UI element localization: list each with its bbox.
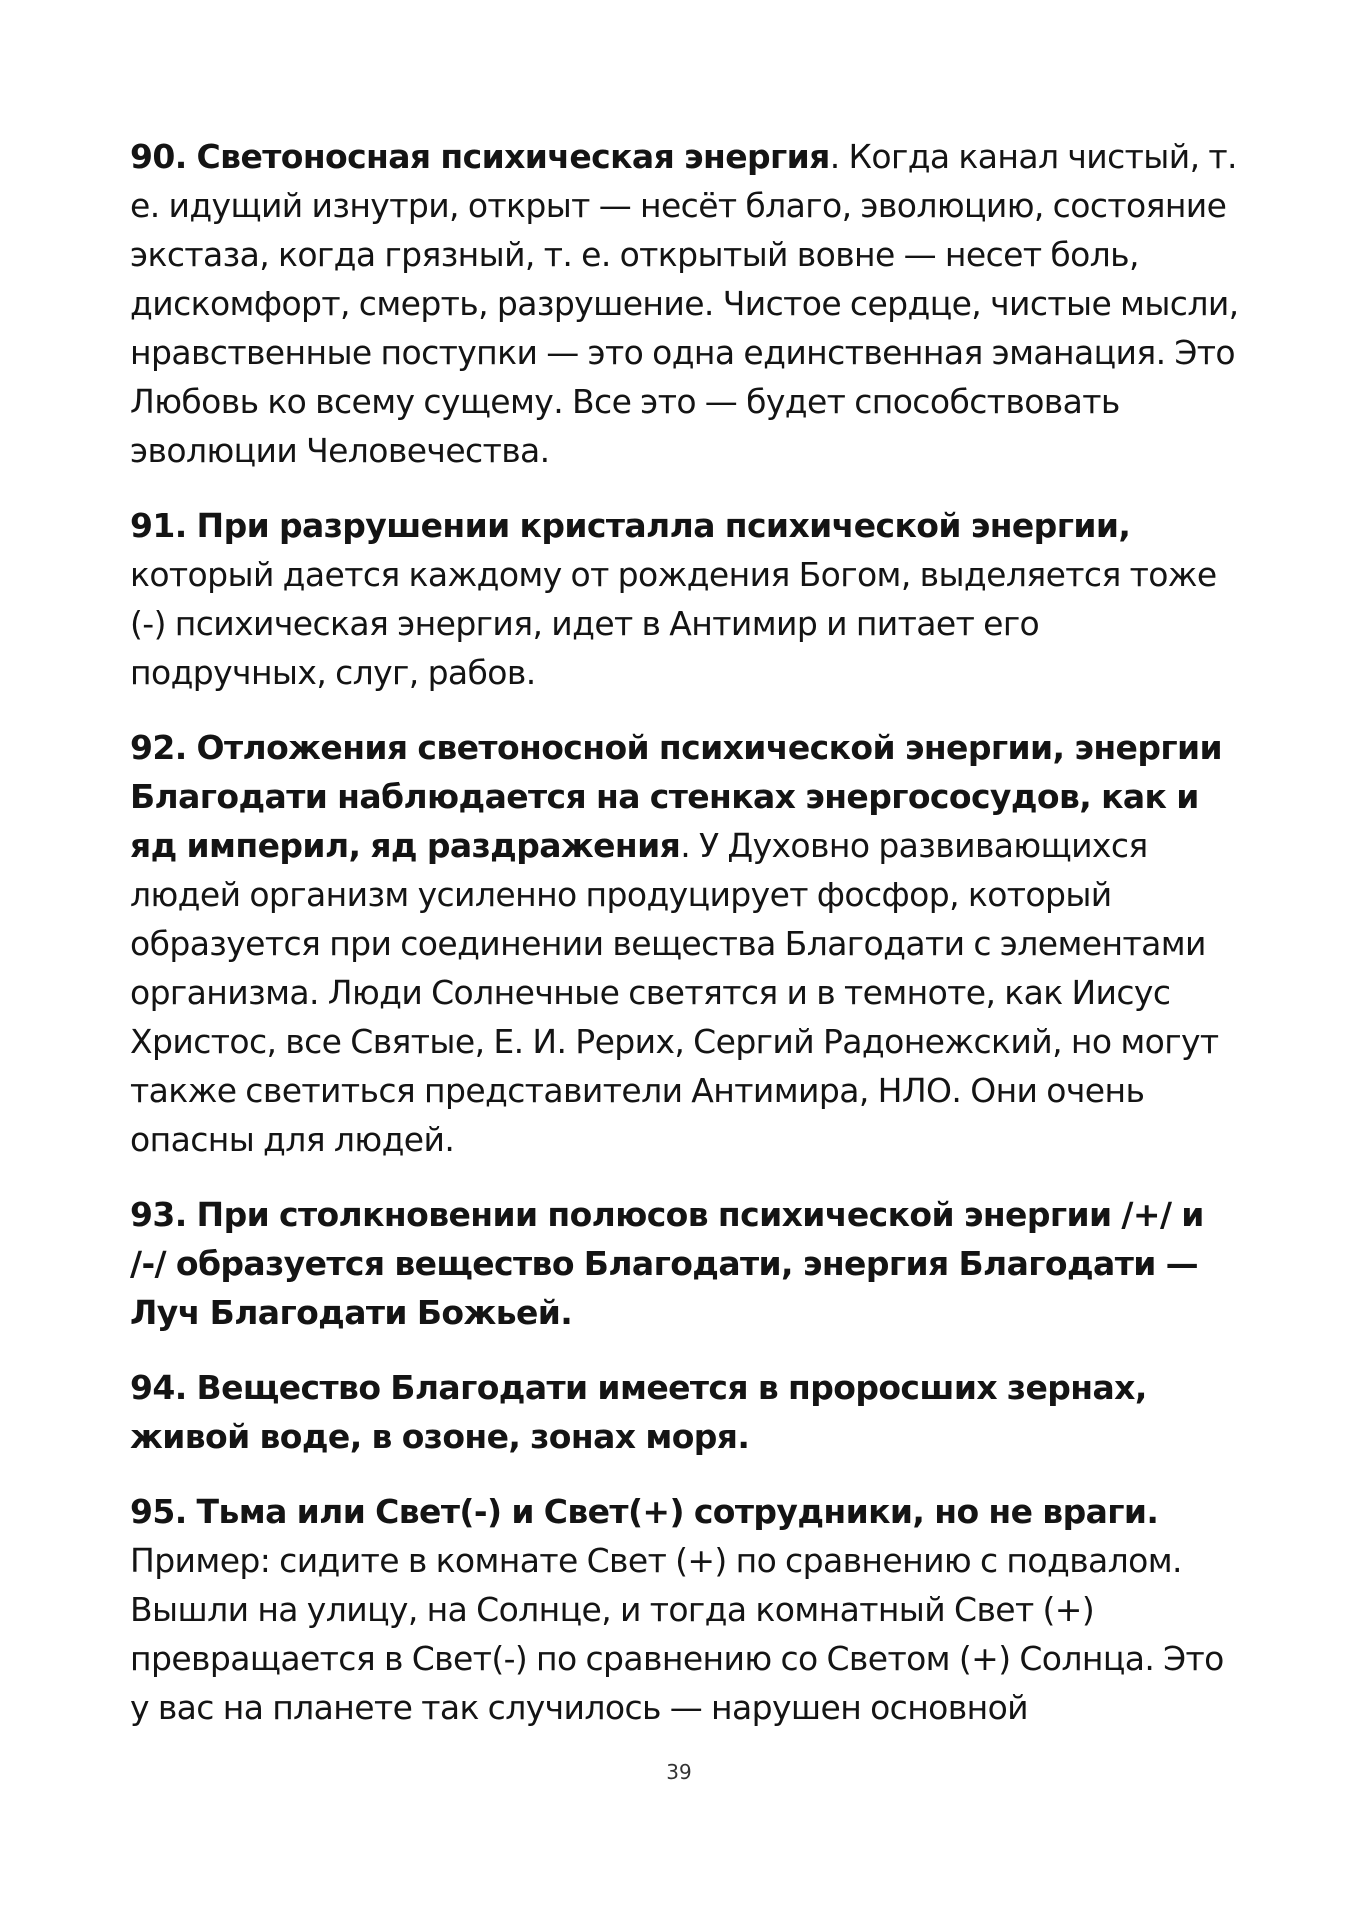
paragraph-body: Пример: сидите в комнате Свет (+) по сравнению с подвалом. Вышли на улицу, на Солнце, и тогда комнатный Свет (+) превращается в Свет(-) по сравнению со Светом (+) Солнца. Это у вас на планете так случилось — нарушен основной bbox=[130, 1541, 1224, 1727]
paragraph-heading: 95. Тьма или Свет(-) и Свет(+) сотрудники, но не враги. bbox=[130, 1492, 1159, 1531]
page-content bbox=[130, 132, 1240, 1758]
paragraph-heading: 90. Светоносная психическая энергия bbox=[130, 137, 830, 176]
paragraph-heading: 91. При разрушении кристалла психической энергии, bbox=[130, 506, 1131, 545]
paragraph-92 bbox=[130, 723, 1240, 1164]
paragraph-95 bbox=[130, 1487, 1240, 1732]
paragraph-93 bbox=[130, 1190, 1240, 1337]
paragraph-90 bbox=[130, 132, 1240, 475]
paragraph-body: . У Духовно развивающихся людей организм усиленно продуцирует фосфор, который образуется при соединении вещества Благодати с элементами организма. Люди Солнечные светятся и в темноте, как Иисус Христос, все Святые, Е. И. Рерих, Сергий Радонежский, но могут также светиться представители Антимира, НЛО. Они очень опасны для людей. bbox=[130, 826, 1219, 1159]
paragraph-91 bbox=[130, 501, 1240, 697]
paragraph-heading: 94. Вещество Благодати имеется в проросших зернах, живой воде, в озоне, зонах моря. bbox=[130, 1368, 1147, 1456]
paragraph-heading: 92. Отложения светоносной психической энергии, энергии Благодати наблюдается на стенках энергососудов, как и яд империл, яд раздражения bbox=[130, 728, 1223, 865]
paragraph-94 bbox=[130, 1363, 1240, 1461]
paragraph-heading: 93. При столкновении полюсов психической энергии /+/ и /-/ образуется вещество Благодати, энергия Благодати — Луч Благодати Божьей. bbox=[130, 1195, 1204, 1332]
paragraph-body: который дается каждому от рождения Богом, выделяется тоже (-) психическая энергия, идет в Антимир и питает его подручных, слуг, рабов. bbox=[130, 555, 1217, 692]
paragraph-body: . Когда канал чистый, т. е. идущий изнутри, открыт — несёт благо, эволюцию, состояние экстаза, когда грязный, т. е. открытый вовне — несет боль, дискомфорт, смерть, разрушение. Чистое сердце, чистые мысли, нравственные поступки — это одна единственная эманация. Это Любовь ко всему сущему. Все это — будет способствовать эволюции Человечества. bbox=[130, 137, 1239, 470]
page-number: 39 bbox=[666, 1760, 692, 1784]
